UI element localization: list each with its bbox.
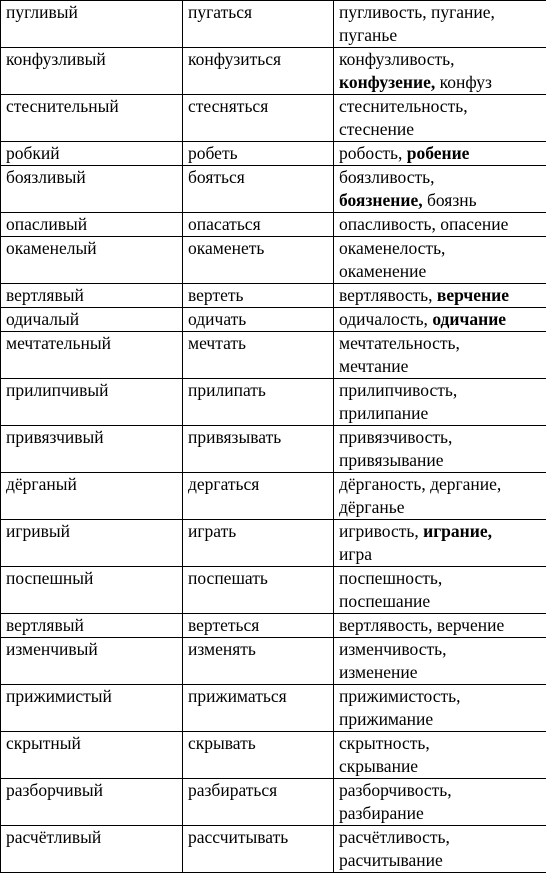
noun-text: скрывание [339, 756, 418, 776]
verb-cell: конфузиться [183, 48, 334, 95]
noun-cell [334, 308, 546, 332]
noun-text: изменение [339, 662, 418, 682]
adjective-cell: прилипчивый [1, 379, 183, 426]
verb-cell: бояться [183, 166, 334, 213]
noun-cell [334, 520, 546, 567]
noun-text: дёрганье [339, 497, 404, 517]
verb-cell: окаменеть [183, 237, 334, 284]
noun-text: скрытность, [339, 733, 430, 753]
table-row [1, 614, 546, 638]
noun-cell [334, 142, 546, 166]
noun-text: прижимистость, [339, 686, 461, 706]
noun-text: стеснение [339, 119, 414, 139]
table-row [1, 732, 546, 779]
noun-cell [334, 48, 546, 95]
noun-text: поспешность, [339, 568, 442, 588]
verb-cell: пугаться [183, 1, 334, 48]
noun-text: прижимание [339, 709, 433, 729]
noun-cell [334, 426, 546, 473]
noun-text: вертлявость, верчение [339, 615, 504, 635]
bold-noun: играние, [423, 521, 492, 541]
noun-cell [334, 1, 546, 48]
noun-text: привязчивость, [339, 427, 452, 447]
noun-text: окаменелость, [339, 238, 445, 258]
adjective-cell: вертлявый [1, 284, 183, 308]
table-row [1, 48, 546, 95]
verb-cell: изменять [183, 638, 334, 685]
adjective-cell: разборчивый [1, 779, 183, 826]
noun-cell [334, 237, 546, 284]
table-row [1, 237, 546, 284]
adjective-cell: робкий [1, 142, 183, 166]
adjective-cell: дёрганый [1, 473, 183, 520]
noun-cell [334, 166, 546, 213]
adjective-cell: пугливый [1, 1, 183, 48]
bold-noun: конфузение, [339, 72, 435, 92]
table-row [1, 426, 546, 473]
noun-text: одичалость, [339, 309, 432, 329]
noun-text: окаменение [339, 261, 426, 281]
adjective-cell: конфузливый [1, 48, 183, 95]
adjective-cell: опасливый [1, 213, 183, 237]
table-row [1, 567, 546, 614]
noun-text: боязнь [423, 190, 477, 210]
verb-cell: поспешать [183, 567, 334, 614]
noun-cell [334, 614, 546, 638]
bold-noun: верчение [437, 285, 509, 305]
adjective-cell: игривый [1, 520, 183, 567]
noun-text: разбирание [339, 803, 424, 823]
noun-text: привязывание [339, 450, 444, 470]
verb-cell: стесняться [183, 95, 334, 142]
table-row [1, 284, 546, 308]
noun-text: мечтательность, [339, 333, 460, 353]
adjective-cell: прижимистый [1, 685, 183, 732]
verb-cell: одичать [183, 308, 334, 332]
word-table-body [1, 1, 546, 873]
verb-cell: мечтать [183, 332, 334, 379]
bold-noun: боязнение, [339, 190, 423, 210]
noun-text: игра [339, 544, 372, 564]
table-row [1, 1, 546, 48]
table-row [1, 685, 546, 732]
noun-cell [334, 284, 546, 308]
verb-cell: опасаться [183, 213, 334, 237]
noun-cell [334, 685, 546, 732]
adjective-cell: расчётливый [1, 826, 183, 873]
table-row [1, 379, 546, 426]
verb-cell: прижиматься [183, 685, 334, 732]
verb-cell: вертеться [183, 614, 334, 638]
adjective-cell: привязчивый [1, 426, 183, 473]
verb-cell: скрывать [183, 732, 334, 779]
bold-noun: робение [407, 143, 470, 163]
noun-cell [334, 567, 546, 614]
noun-text: конфузливость, [339, 49, 455, 69]
adjective-cell: стеснительный [1, 95, 183, 142]
adjective-cell: изменчивый [1, 638, 183, 685]
noun-text: разборчивость, [339, 780, 452, 800]
verb-cell: робеть [183, 142, 334, 166]
table-row [1, 213, 546, 237]
table-row [1, 779, 546, 826]
noun-cell [334, 732, 546, 779]
verb-cell: привязывать [183, 426, 334, 473]
table-row [1, 95, 546, 142]
noun-text: робость, [339, 143, 407, 163]
noun-cell [334, 95, 546, 142]
noun-cell [334, 213, 546, 237]
table-row [1, 826, 546, 873]
noun-cell [334, 332, 546, 379]
noun-cell [334, 826, 546, 873]
noun-text: поспешание [339, 591, 430, 611]
adjective-cell: вертлявый [1, 614, 183, 638]
noun-text: мечтание [339, 356, 408, 376]
bold-noun: одичание [432, 309, 506, 329]
noun-text: пугливость, пугание, [339, 2, 495, 22]
noun-text: изменчивость, [339, 639, 447, 659]
table-row [1, 520, 546, 567]
noun-cell [334, 473, 546, 520]
noun-text: прилипчивость, [339, 380, 457, 400]
noun-cell [334, 379, 546, 426]
verb-cell: рассчитывать [183, 826, 334, 873]
adjective-cell: одичалый [1, 308, 183, 332]
adjective-cell: мечтательный [1, 332, 183, 379]
verb-cell: играть [183, 520, 334, 567]
noun-text: пуганье [339, 25, 397, 45]
adjective-cell: боязливый [1, 166, 183, 213]
adjective-cell: скрытный [1, 732, 183, 779]
noun-text: опасливость, опасение [339, 214, 508, 234]
table-row [1, 142, 546, 166]
verb-cell: вертеть [183, 284, 334, 308]
verb-cell: дергаться [183, 473, 334, 520]
noun-text: стеснительность, [339, 96, 468, 116]
noun-text: конфуз [435, 72, 492, 92]
noun-text: боязливость, [339, 167, 434, 187]
noun-text: вертлявость, [339, 285, 437, 305]
table-row [1, 473, 546, 520]
noun-text: игривость, [339, 521, 423, 541]
verb-cell: разбираться [183, 779, 334, 826]
verb-cell: прилипать [183, 379, 334, 426]
noun-cell [334, 779, 546, 826]
adjective-cell: окаменелый [1, 237, 183, 284]
noun-text: расчётливость, [339, 827, 450, 847]
noun-text: расчитывание [339, 850, 443, 870]
noun-cell [334, 638, 546, 685]
noun-text: прилипание [339, 403, 428, 423]
table-row [1, 332, 546, 379]
noun-text: дёрганость, дергание, [339, 474, 501, 494]
table-row [1, 638, 546, 685]
table-row [1, 166, 546, 213]
table-row [1, 308, 546, 332]
adjective-cell: поспешный [1, 567, 183, 614]
